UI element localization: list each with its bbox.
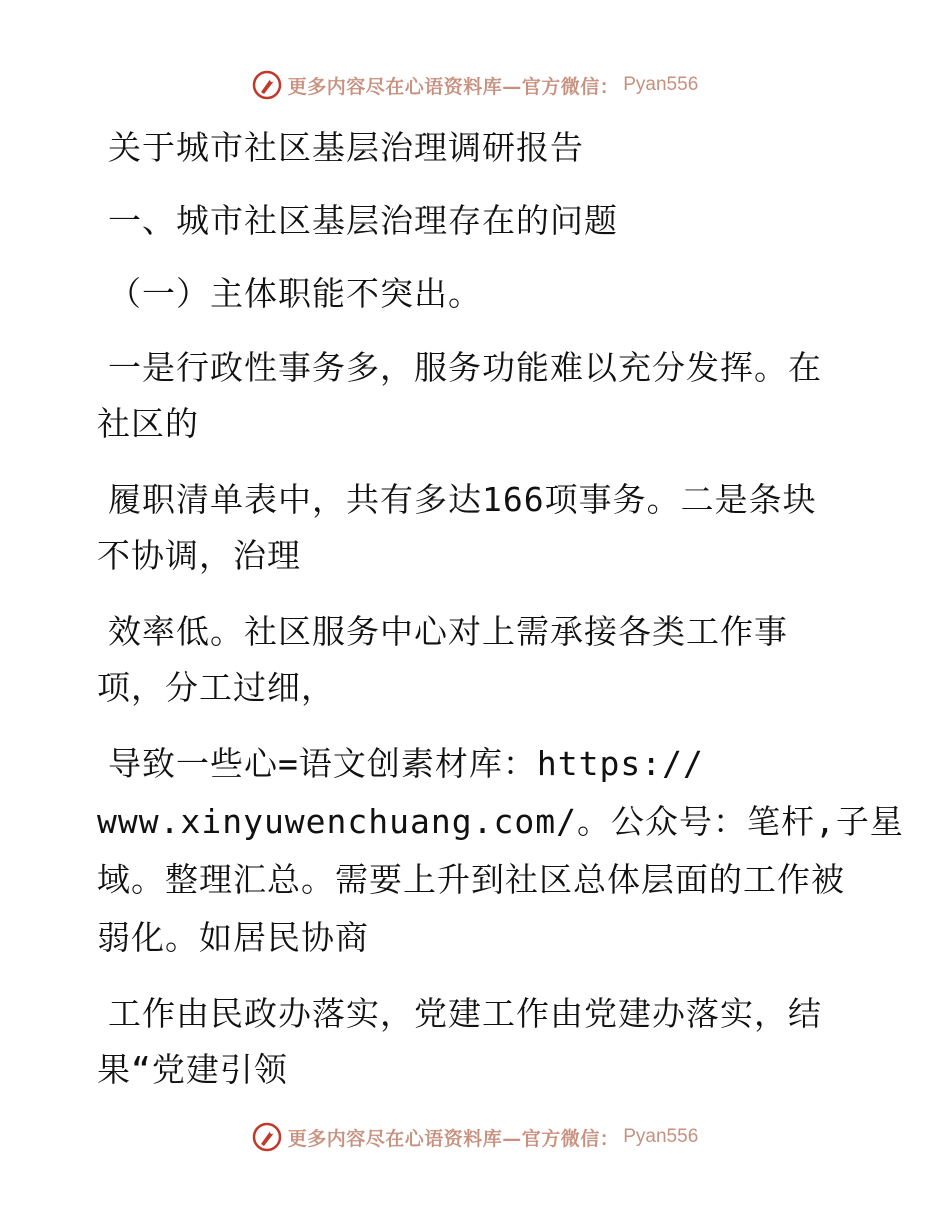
paragraph-line: 效率低。社区服务中心对上需承接各类工作事 xyxy=(108,612,788,651)
fountain-pen-logo-icon xyxy=(252,1122,282,1152)
paragraph-line: 履职清单表中，共有多达166项事务。二是条块 xyxy=(108,480,817,519)
banner-wechat-account: Pyan556 xyxy=(623,74,699,95)
banner-wechat-account: Pyan556 xyxy=(623,1126,699,1147)
banner-text: 更多内容尽在心语资料库—官方微信： xyxy=(287,1127,620,1150)
section-heading: 一、城市社区基层治理存在的问题 xyxy=(108,201,618,240)
paragraph-line: 弱化。如居民协商 xyxy=(97,918,369,957)
fountain-pen-logo-icon xyxy=(252,70,282,100)
paragraph-line: www.xinyuwenchuang.com/。公众号：笔杆,子星 xyxy=(97,802,904,841)
paragraph-line: 导致一些心=语文创素材库：https:// xyxy=(108,744,704,783)
paragraph-line: 项，分工过细， xyxy=(97,668,335,707)
paragraph-line: 不协调，治理 xyxy=(97,536,301,575)
paragraph-line: 果“党建引领 xyxy=(97,1050,288,1089)
paragraph-line: 域。整理汇总。需要上升到社区总体层面的工作被 xyxy=(97,860,845,899)
document-title: 关于城市社区基层治理调研报告 xyxy=(108,128,584,167)
banner-text: 更多内容尽在心语资料库—官方微信： xyxy=(287,75,620,98)
footer-banner xyxy=(0,1122,950,1152)
header-banner xyxy=(0,70,950,100)
paragraph-line: 一是行政性事务多，服务功能难以充分发挥。在 xyxy=(108,348,822,387)
paragraph-line: 工作由民政办落实，党建工作由党建办落实，结 xyxy=(108,994,822,1033)
paragraph-line: 社区的 xyxy=(97,404,199,443)
subsection-heading: （一）主体职能不突出。 xyxy=(108,274,482,313)
